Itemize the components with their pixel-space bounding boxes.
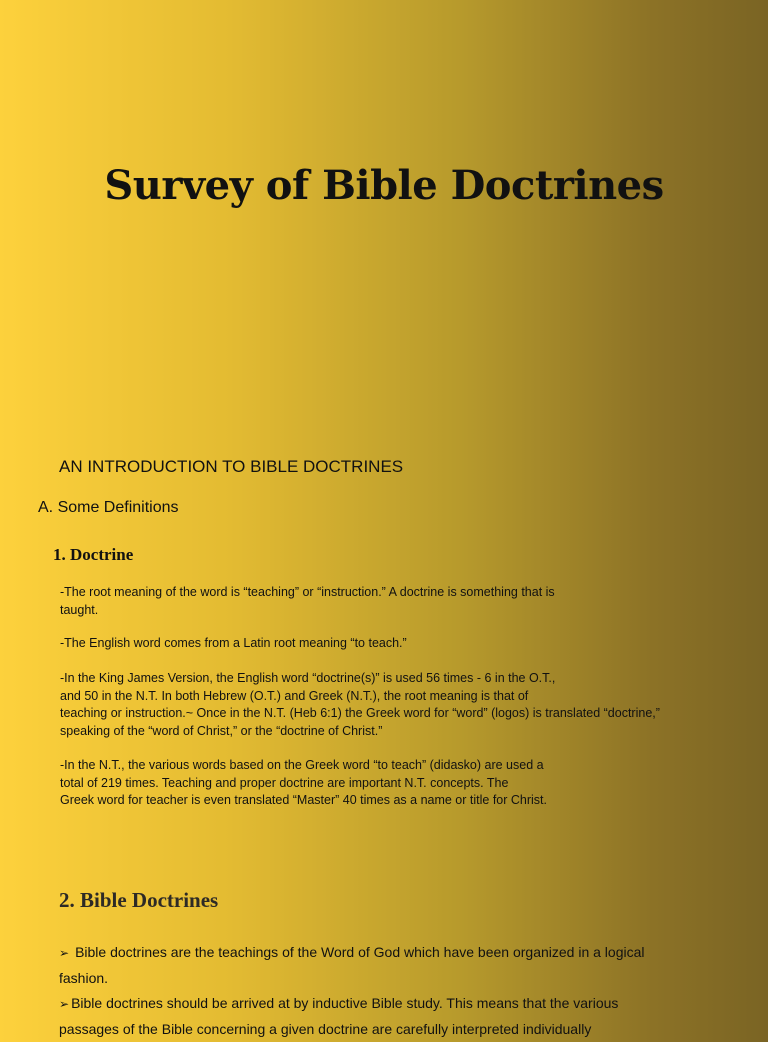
text-line: Bible doctrines should be arrived at by inductive Bible study. This means that the various	[71, 995, 619, 1011]
text-line: Greek word for teacher is even translated “Master” 40 times as a name or title for Christ.	[60, 793, 547, 807]
page-title: Survey of Bible Doctrines	[104, 162, 664, 209]
bible-doctrines-heading: 2. Bible Doctrines	[59, 888, 219, 912]
text-line: total of 219 times. Teaching and proper doctrine are important N.T. concepts. The	[60, 775, 509, 790]
doctrine-paragraph-3	[60, 670, 720, 740]
doctrine-heading: 1. Doctrine	[53, 545, 134, 564]
text-line: Bible doctrines are the teachings of the Word of God which have been organized in a logical	[75, 944, 645, 960]
text-line: -The English word comes from a Latin root meaning “to teach.”	[60, 636, 407, 650]
list-item	[59, 940, 759, 966]
text-line: -The root meaning of the word is “teaching” or “instruction.” A doctrine is something that is	[60, 585, 555, 599]
text-line: speaking of the “word of Christ,” or the “doctrine of Christ.”	[60, 723, 383, 738]
arrow-bullet-icon: ➢	[59, 946, 70, 960]
text-line: teaching or instruction.~ Once in the N.T. (Heb 6:1) the Greek word for “word” (logos) is translated “doctrine,”	[60, 706, 660, 720]
text-line: taught.	[60, 602, 99, 617]
doctrine-paragraph-4	[60, 757, 720, 810]
text-line: passages of the Bible concerning a given doctrine are carefully interpreted individually	[59, 1021, 592, 1037]
doctrine-paragraph-1	[60, 584, 720, 619]
doctrine-paragraph-2	[60, 635, 720, 653]
text-line: fashion.	[59, 970, 109, 986]
text-line: and 50 in the N.T. In both Hebrew (O.T.) and Greek (N.T.), the root meaning is that of	[60, 688, 529, 703]
bible-doctrines-list	[59, 940, 759, 1042]
intro-heading: AN INTRODUCTION TO BIBLE DOCTRINES	[59, 457, 404, 476]
text-line: -In the King James Version, the English word “doctrine(s)” is used 56 times - 6 in the O.T.,	[60, 671, 556, 685]
arrow-bullet-icon: ➢	[59, 997, 70, 1011]
section-a-heading: A. Some Definitions	[38, 499, 179, 516]
list-item	[59, 991, 759, 1017]
text-line: -In the N.T., the various words based on the Greek word “to teach” (didasko) are used a	[60, 758, 544, 772]
